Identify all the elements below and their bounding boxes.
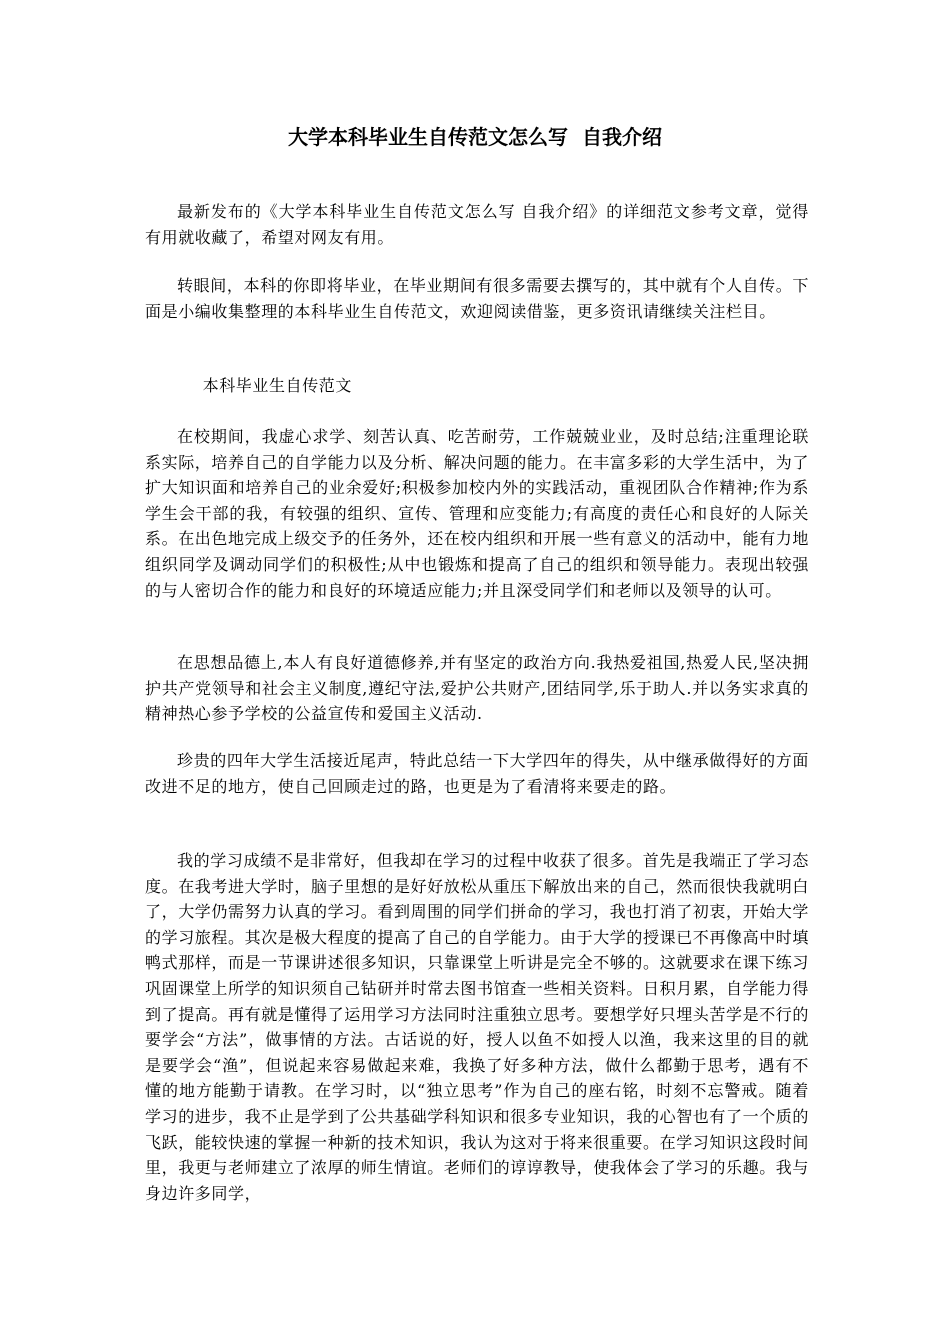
intro-paragraph: 最新发布的《大学本科毕业生自传范文怎么写 自我介绍》的详细范文参考文章，觉得有用就收藏了，希望对网友有用。 (145, 202, 809, 247)
body-paragraph: 在校期间，我虚心求学、刻苦认真、吃苦耐劳，工作兢兢业业，及时总结;注重理论联系实际，培养自己的自学能力以及分析、解决问题的能力。在丰富多彩的大学生活中，为了扩大知识面和培养自己的业余爱好;积极参加校内外的实践活动，重视团队合作精神;作为系学生会干部的我，有较强的组织、宣传、管理和应变能力;有高度的责任心和良好的人际关系。在出色地完成上级交予的任务外，还在校内组织和开展一些有意义的活动中，能有力地组织同学及调动同学们的积极性;从中也锻炼和提高了自己的组织和领导能力。表现出较强的与人密切合作的能力和良好的环境适应能力;并且深受同学们和老师以及领导的认可。 (145, 427, 810, 600)
body-paragraph: 在思想品德上,本人有良好道德修养,并有坚定的政治方向.我热爱祖国,热爱人民,坚决拥护共产党领导和社会主义制度,遵纪守法,爱护公共财产,团结同学,乐于助人.并以务实求真的精神热心参予学校的公益宣传和爱国主义活动. (145, 653, 809, 724)
document-title: 大学本科毕业生自传范文怎么写 自我介绍 (288, 125, 662, 149)
body-paragraph: 我的学习成绩不是非常好，但我却在学习的过程中收获了很多。首先是我端正了学习态度。在我考进大学时，脑子里想的是好好放松从重压下解放出来的自己，然而很快我就明白了，大学仍需努力认真的学习。看到周围的同学们拼命的学习，我也打消了初衷，开始大学的学习旅程。其次是极大程度的提高了自己的自学能力。由于大学的授课已不再像高中时填鸭式那样，而是一节课讲述很多知识，只靠课堂上听讲是完全不够的。这就要求在课下练习巩固课堂上所学的知识须自己钻研并时常去图书馆查一些相关资料。日积月累，自学能力得到了提高。再有就是懂得了运用学习方法同时注重独立思考。要想学好只埋头苦学是不行的要学会“方法”，做事情的方法。古话说的好，授人以鱼不如授人以渔，我来这里的目的就是要学会“渔”，但说起来容易做起来难，我换了好多种方法，做什么都勤于思考，遇有不懂的地方能勤于请教。在学习时，以“独立思考”作为自己的座右铭，时刻不忘警戒。随着学习的进步，我不止是学到了公共基础学科知识和很多专业知识，我的心智也有了一个质的飞跃，能较快速的掌握一种新的技术知识，我认为这对于将来很重要。在学习知识这段时间里，我更与老师建立了浓厚的师生情谊。老师们的谆谆教导，使我体会了学习的乐趣。我与身边许多同学， (145, 851, 810, 1203)
section-subheading: 本科毕业生自传范文 (202, 376, 352, 395)
intro-paragraph: 转眼间，本科的你即将毕业，在毕业期间有很多需要去撰写的，其中就有个人自传。下面是小编收集整理的本科毕业生自传范文，欢迎阅读借鉴，更多资讯请继续关注栏目。 (145, 276, 809, 321)
body-paragraph: 珍贵的四年大学生活接近尾声，特此总结一下大学四年的得失，从中继承做得好的方面改进不足的地方，使自己回顾走过的路，也更是为了看清将来要走的路。 (145, 751, 809, 796)
